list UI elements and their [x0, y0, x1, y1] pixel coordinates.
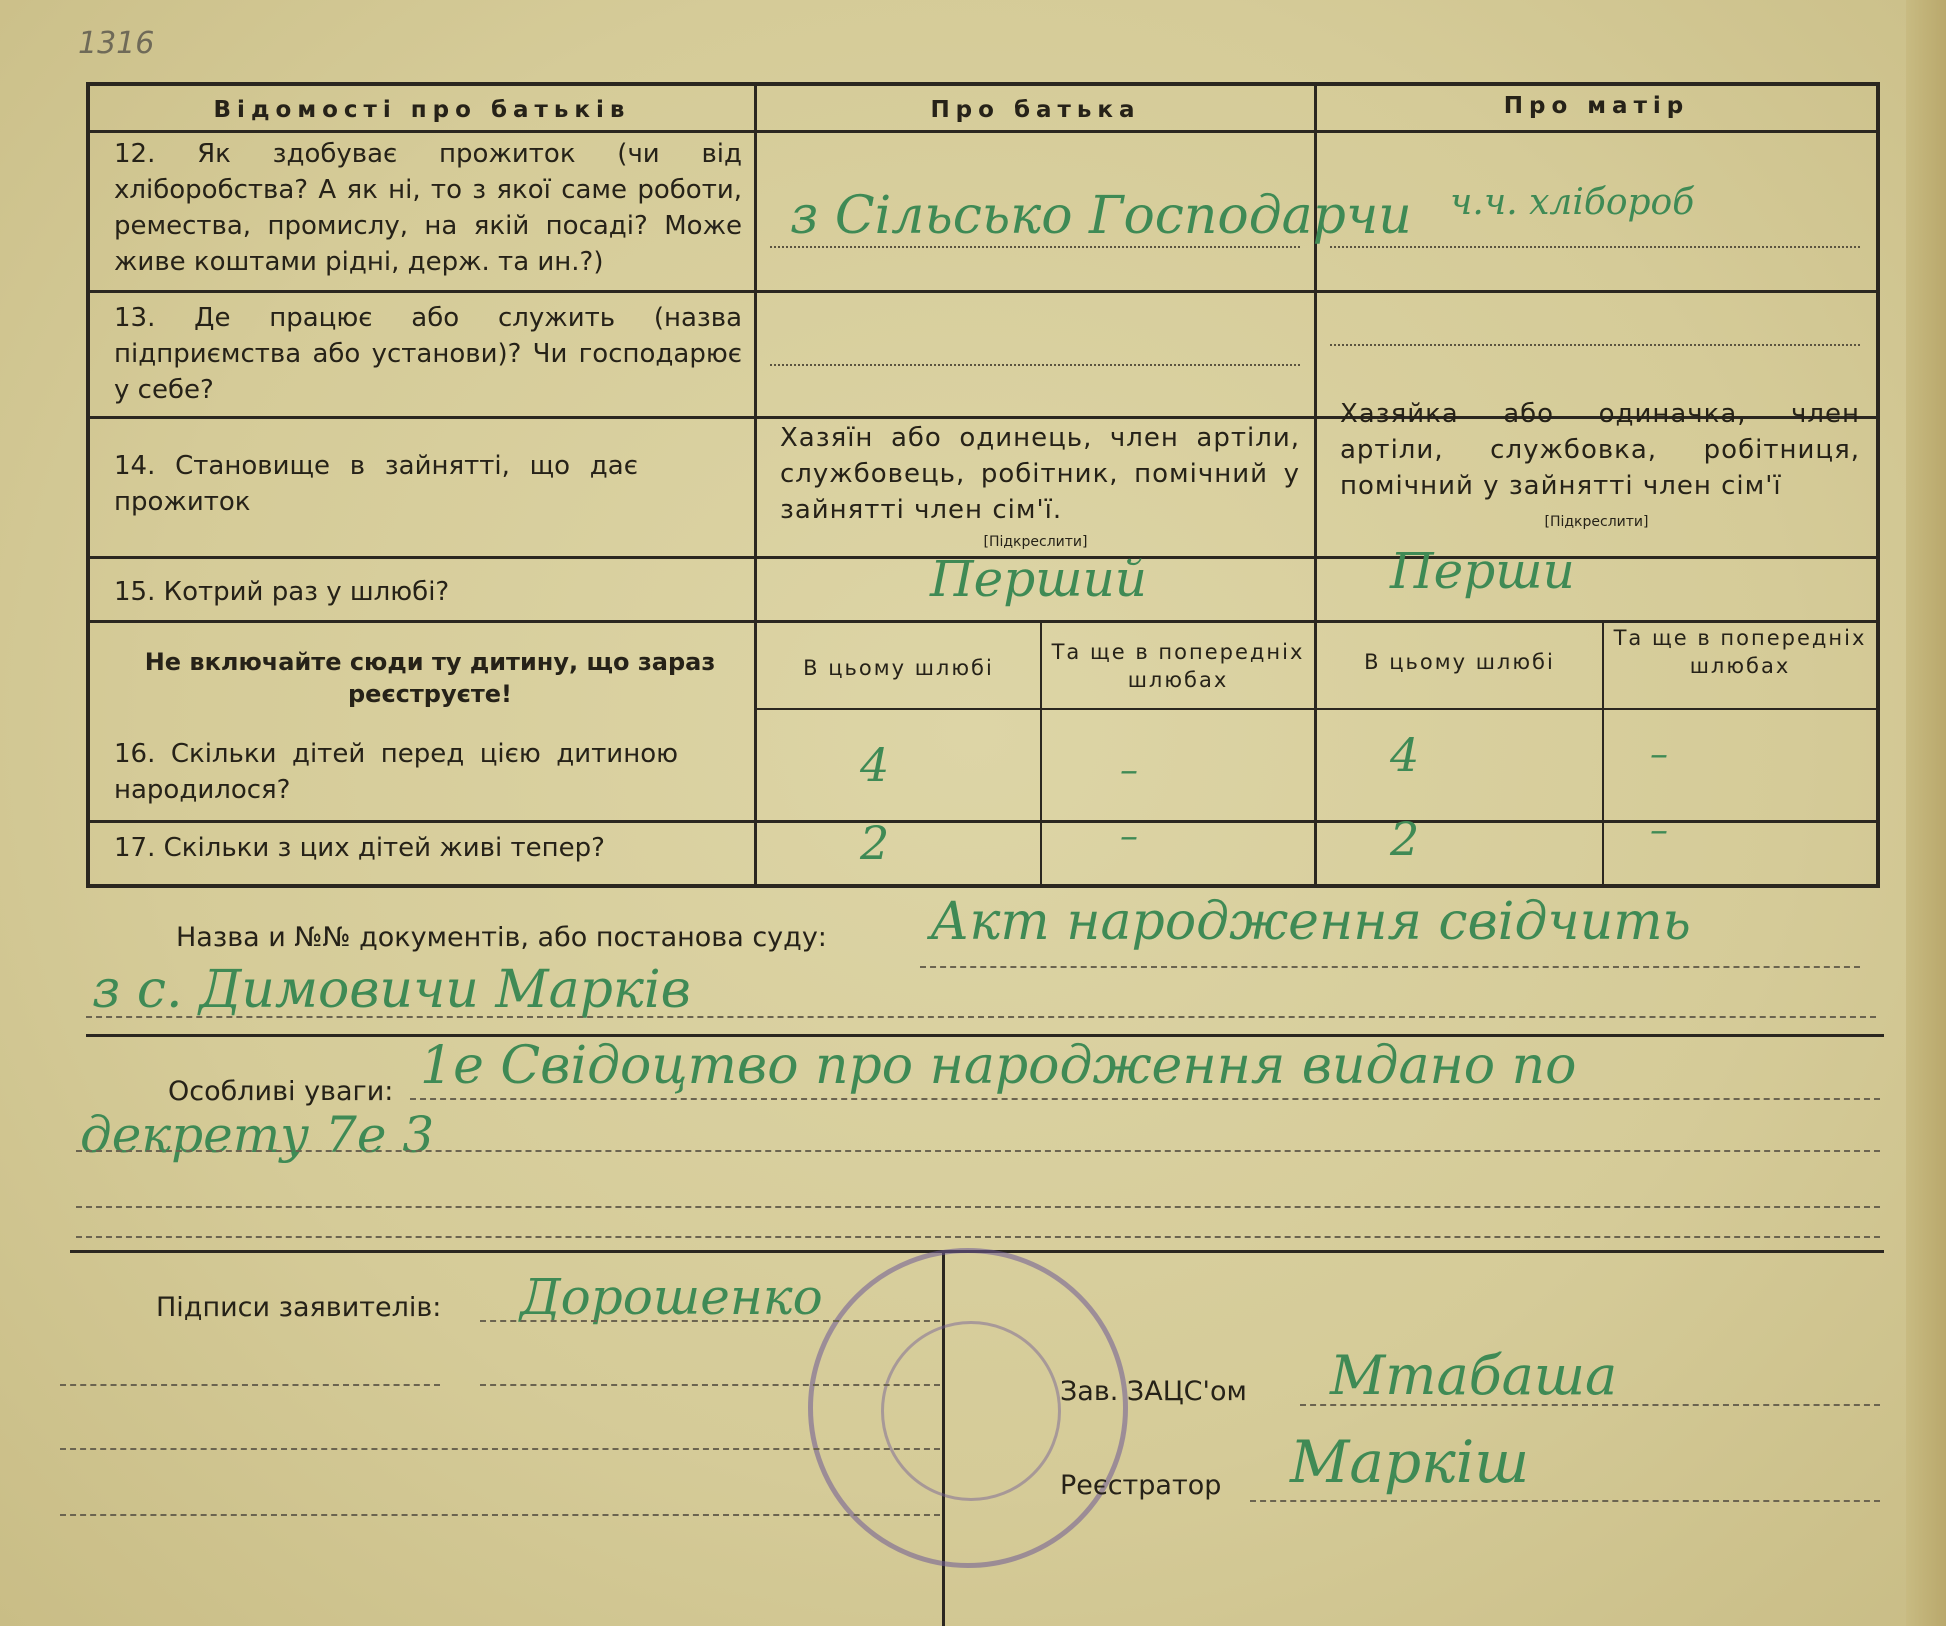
- question-12: 12. Як здобуває прожиток (чи від хліборобства? А як ні, то з якої саме роботи, ремества, промислу, на якій посаді? Може живе коштами рідні, держ. та ин.?): [114, 139, 742, 277]
- question-13: 13. Де працює або служить (назва підприємства або установи)? Чи господарює у себе?: [114, 303, 742, 405]
- question-17: 17. Скільки з цих дітей живі тепер?: [114, 833, 605, 863]
- father-children-alive-prev: –: [1120, 816, 1138, 857]
- father-this-marriage-header: В цьому шлюбі: [803, 656, 994, 680]
- father-children-alive: 2: [860, 816, 890, 870]
- mother-children-alive: 2: [1390, 812, 1420, 866]
- zags-head-signature: Мтабаша: [1330, 1344, 1618, 1407]
- mother-this-marriage-header: В цьому шлюбі: [1364, 650, 1555, 674]
- handwriting-father-occupation: з Сільсько Господарчи: [790, 186, 1412, 246]
- documents-handwriting-2: з с. Димовичи Марків: [92, 960, 691, 1020]
- paper-edge: [1906, 0, 1946, 1626]
- header-father: Про батька: [930, 97, 1141, 123]
- handwriting-mother-marriage: Перши: [1390, 542, 1575, 600]
- father-prev-marriage-header: Та ще в попередніх шлюбах: [1051, 640, 1305, 692]
- official-stamp: [808, 1248, 1128, 1568]
- documents-handwriting-1: Акт народження свідчить: [930, 892, 1691, 952]
- handwriting-mother-occupation: ч.ч. хлібороб: [1450, 182, 1695, 223]
- parents-info-table: [86, 82, 1880, 888]
- father-children-prev: –: [1120, 750, 1138, 791]
- question-16: 16. Скільки дітей перед цією дитиною народилося?: [114, 739, 678, 805]
- corner-note: 1316: [78, 26, 155, 61]
- remarks-label: Особливі уваги:: [168, 1076, 394, 1107]
- mother-children-prev: –: [1650, 734, 1668, 775]
- handwriting-father-marriage: Перший: [930, 550, 1147, 608]
- father-children-this: 4: [860, 738, 890, 792]
- documents-label: Назва и №№ документів, або постанова суду:: [176, 922, 827, 953]
- applicant-signature: Дорошенко: [520, 1268, 823, 1326]
- remarks-handwriting-1: 1е Свідоцтво про народження видано по: [420, 1036, 1577, 1096]
- mother-children-this: 4: [1390, 728, 1420, 782]
- mother-underline-note: [Підкреслити]: [1544, 514, 1649, 530]
- question-14: 14. Становище в зайнятті, що дає прожиток: [114, 451, 638, 517]
- header-mother: Про матір: [1503, 93, 1690, 119]
- header-info: Відомості про батьків: [213, 97, 631, 123]
- registrar-signature: Маркіш: [1290, 1428, 1530, 1496]
- mother-status-options: Хазяйка або одиначка, член артіли, службовка, робітниця, помічний у зайнятті член сім'ї: [1340, 399, 1860, 501]
- zags-head-label: Зав. ЗАЦС'ом: [1060, 1376, 1247, 1407]
- mother-prev-marriage-header: Та ще в попередніх шлюбах: [1613, 626, 1867, 678]
- mother-children-alive-prev: –: [1650, 810, 1668, 851]
- remarks-handwriting-2: декрету 7е 3: [80, 1106, 435, 1164]
- father-underline-note: [Підкреслити]: [983, 534, 1088, 550]
- applicants-label: Підписи заявителів:: [156, 1292, 442, 1323]
- father-status-options: Хазяїн або одинець, член артіли, службовець, робітник, помічний у зайнятті член сім'ї.: [780, 423, 1300, 525]
- question-15: 15. Котрий раз у шлюбі?: [114, 577, 450, 607]
- warning-note: Не включайте сюди ту дитину, що зараз реєструєте!: [144, 648, 716, 708]
- registrar-label: Реєстратор: [1060, 1470, 1222, 1501]
